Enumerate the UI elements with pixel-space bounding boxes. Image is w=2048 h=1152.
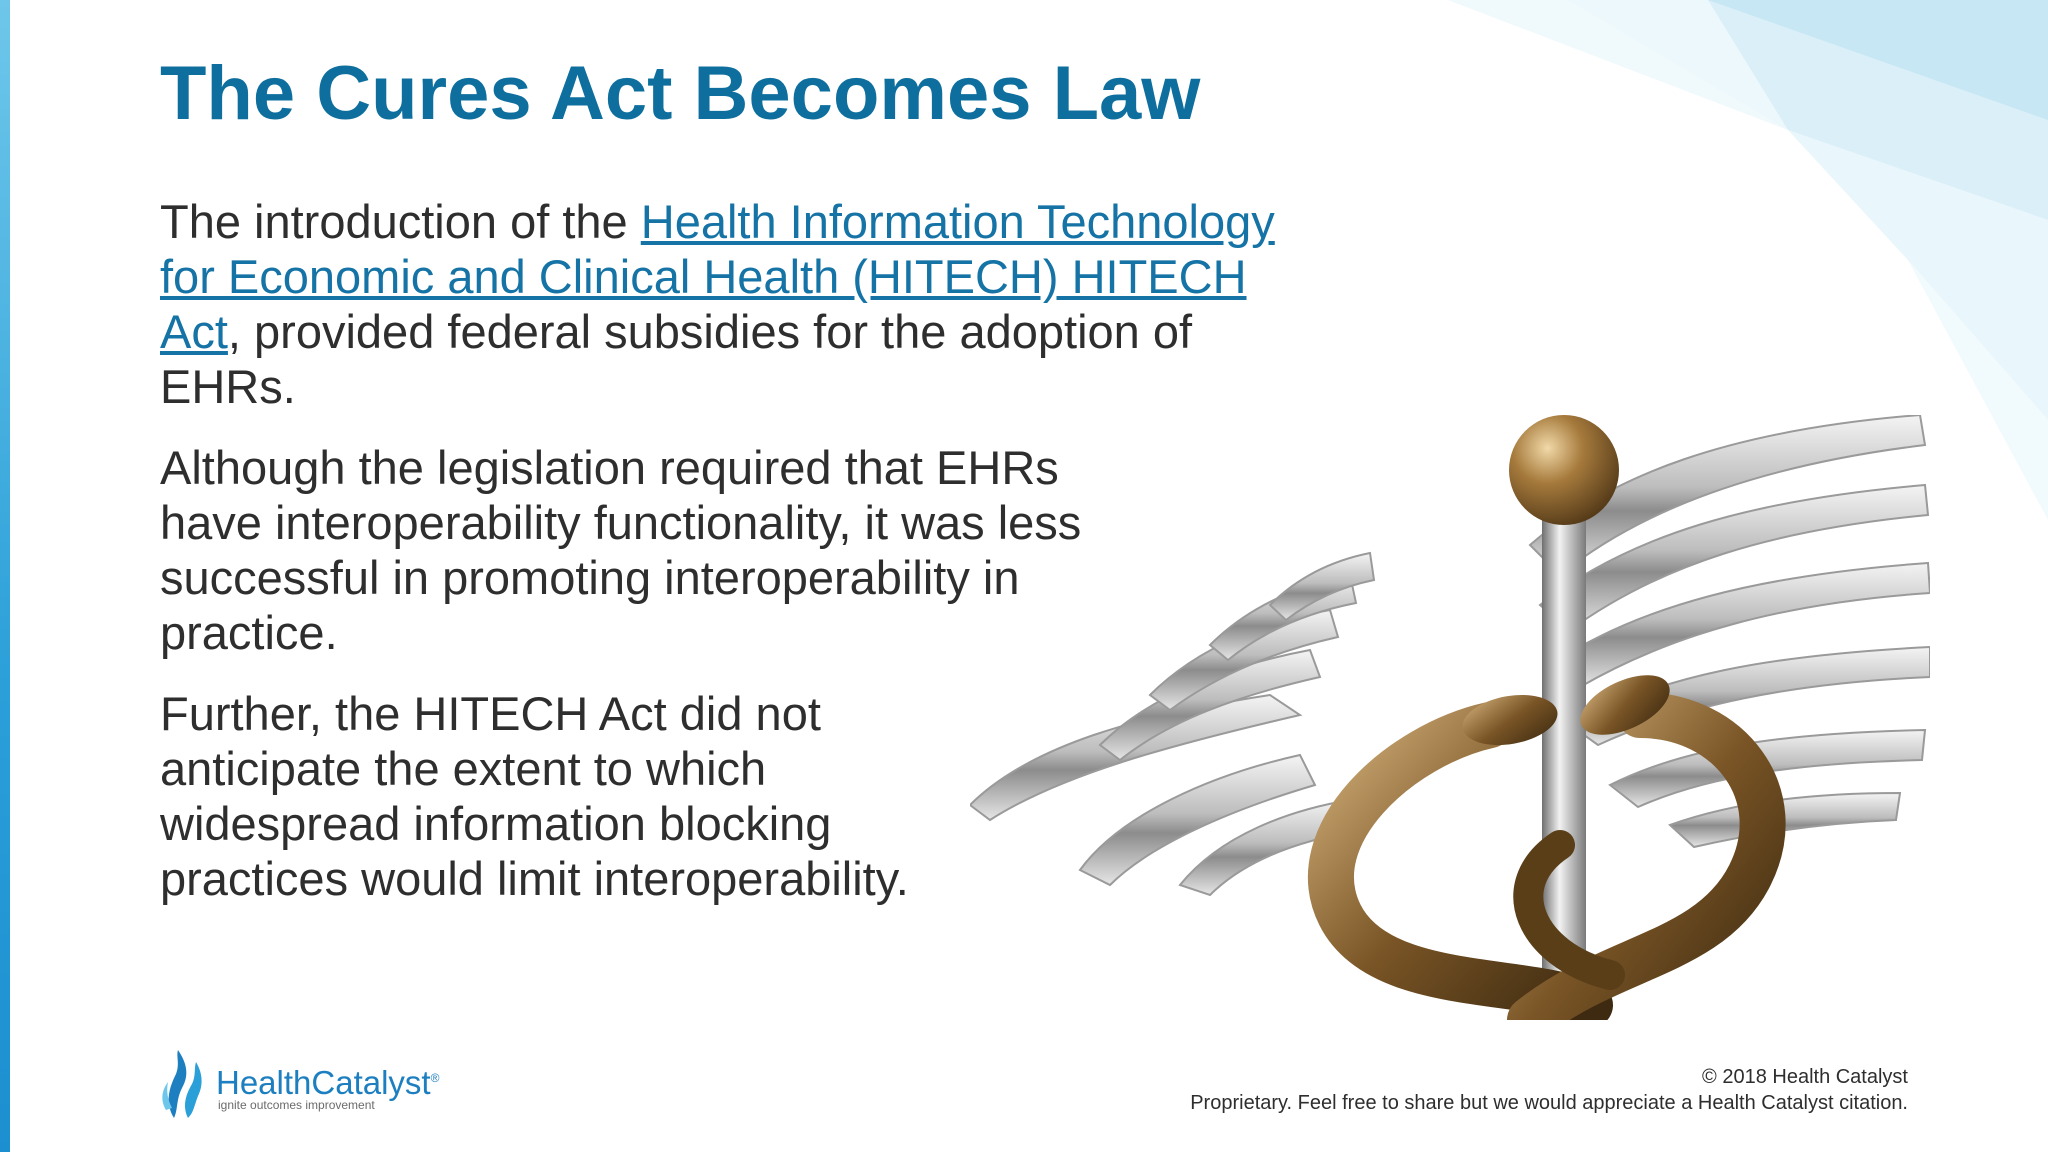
trademark-symbol: ® <box>430 1071 440 1085</box>
copyright-text: © 2018 Health Catalyst <box>1702 1066 1908 1088</box>
paragraph-text: The introduction of the <box>160 195 641 248</box>
health-catalyst-logo <box>160 1050 480 1122</box>
paragraph-hitech-intro <box>160 194 1310 414</box>
hitech-act-link[interactable]: Health Information Technology for Economic and Clinical Health (HITECH) HITECH Act <box>160 195 1275 358</box>
logo-wordmark <box>216 1060 439 1101</box>
staff-orb <box>1509 415 1619 525</box>
logo-word-health: Health <box>216 1064 312 1101</box>
paragraph-text: , provided federal subsidies for the adoption of EHRs. <box>160 305 1193 413</box>
accent-bar <box>0 0 10 1152</box>
logo-word-catalyst: Catalyst <box>311 1064 431 1101</box>
proprietary-notice: Proprietary. Feel free to share but we would appreciate a Health Catalyst citation. <box>1190 1092 1908 1114</box>
caduceus-icon <box>970 415 1930 1020</box>
flame-icon <box>160 1050 206 1120</box>
paragraph-interoperability: Although the legislation required that EHRs have interoperability functionality, it was less successful in promoting interoperability in practice. <box>160 441 1082 659</box>
logo-tagline: ignite outcomes improvement <box>218 1098 375 1112</box>
footer <box>1190 1064 1908 1116</box>
paragraph-information-blocking: Further, the HITECH Act did not anticipate the extent to which widespread information blocking practices would limit interoperability. <box>160 687 909 905</box>
slide-title: The Cures Act Becomes Law <box>160 51 1201 136</box>
